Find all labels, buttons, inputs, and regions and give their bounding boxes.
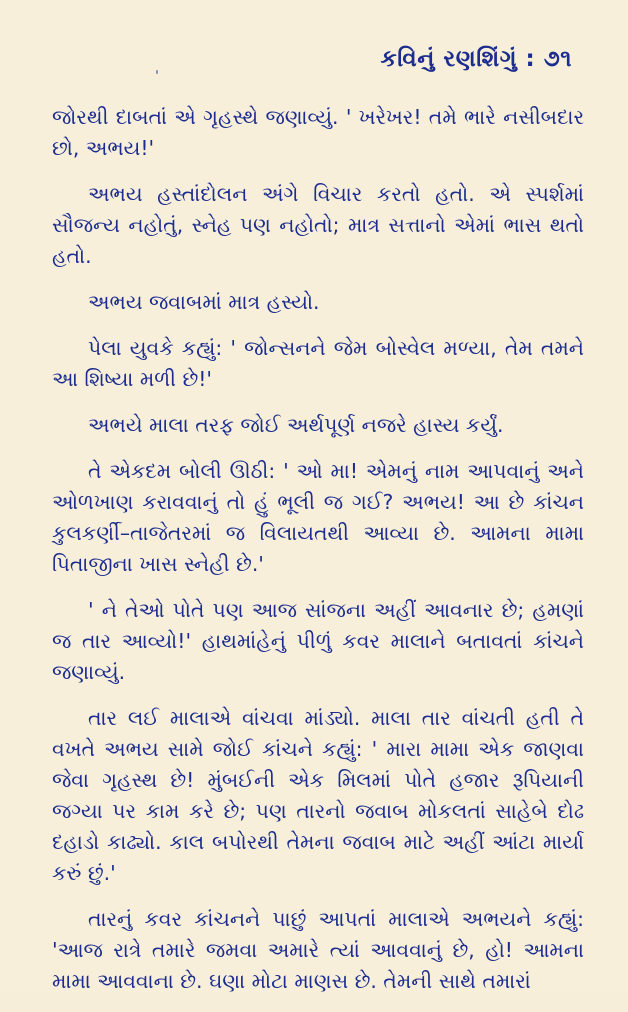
paragraph-9: તારનું કવર કાંચનને પાછું આપતાં માલાએ અભયને કહ્યું: 'આજ રાત્રે તમારે જમવા અમારે ત્યાં આવવાનું છે, હો! આમના મામા આવવાના છે. ઘણા મોટા માણસ છે. તેમની સાથે તમારાં xyxy=(52,907,584,993)
print-speck xyxy=(156,70,158,74)
paragraph-8: તાર લઈ માલાએ વાંચવા માંડ્યો. માલા તાર વાંચતી હતી તે વખતે અભય સામે જોઈ કાંચને કહ્યું: ' મારા મામા એક જાણવા જેવા ગૃહસ્થ છે! મુંબઈની એક મિલમાં પોતે હજાર રૂપિયાની જગ્યા પર કામ કરે છે; પણ તારનો જવાબ મોકલતાં સાહેબે દોઢ દહાડો કાઢ્યો. કાલ બપોરથી તેમના જવાબ માટે અહીં આંટા માર્યા કરું છું.' xyxy=(52,706,584,885)
paragraph-6: તે એકદમ બોલી ઊઠી: ' ઓ મા! એમનું નામ આપવાનું અને ઓળખાણ કરાવવાનું તો હું ભૂલી જ ગઈ? અભય! આ છે કાંચન કુલકર્ણી–તાજેતરમાં જ વિલાયતથી આવ્યા છે. આમના મામા પિતાજીના ખાસ સ્નેહી છે.' xyxy=(52,459,584,576)
running-header: કવિનું રણશિંગું : ૭૧ xyxy=(380,46,572,72)
paragraph-4: પેલા યુવકે કહ્યું: ' જોન્સનને જેમ બોસ્વેલ મળ્યા, તેમ તમને આ શિષ્યા મળી છે!' xyxy=(52,336,584,391)
paragraph-3: અભય જવાબમાં માત્ર હસ્યો. xyxy=(88,290,320,314)
page-body xyxy=(52,102,584,1012)
paragraph-2: અભય હસ્તાંદોલન અંગે વિચાર કરતો હતો. એ સ્પર્શમાં સૌજન્ય નહોતું, સ્નેહ પણ નહોતો; માત્ર સત્તાનો એમાં ભાસ થતો હતો. xyxy=(52,182,584,268)
paragraph-7: ' ને તેઓ પોતે પણ આજ સાંજના અહીં આવનાર છે; હમણાં જ તાર આવ્યો!' હાથમાંહેનું પીળું કવર માલાને બતાવતાં કાંચને જણાવ્યું. xyxy=(52,598,584,684)
paragraph-5: અભયે માલા તરફ જોઈ અર્થપૂર્ણ નજરે હાસ્ય કર્યું. xyxy=(88,413,504,437)
paragraph-1: જોરથી દાબતાં એ ગૃહસ્થે જણાવ્યું. ' ખરેખર! તમે ભારે નસીબદાર છો, અભય!' xyxy=(52,105,584,160)
